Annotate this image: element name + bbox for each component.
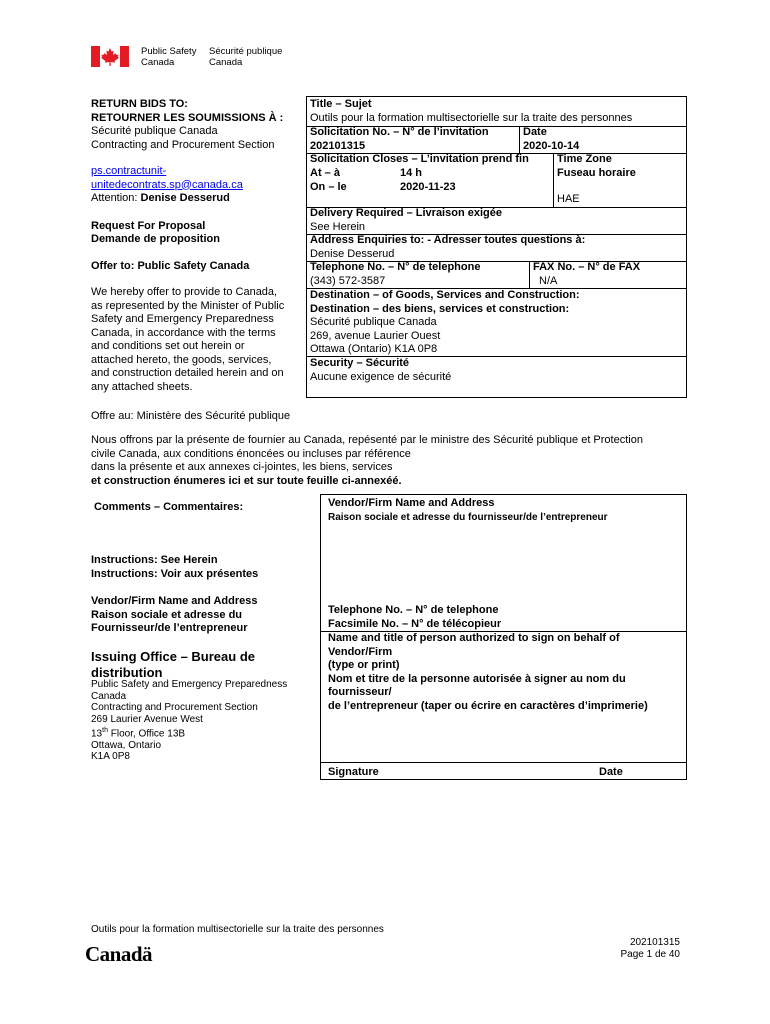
authorized-person-field: Name and title of person authorized to sign on behalf of Vendor/Firm (type or print) Nom et titre de la personne autorisée à signer au nom du fournisseur/ de l’entrepreneur (taper ou écrire en caractères d’imprimerie)	[328, 632, 648, 712]
address-enquiries-field: Address Enquiries to: - Adresser toutes questions à: Denise Desserud	[310, 234, 586, 260]
timezone-value: HAE	[557, 193, 580, 205]
dept-name-en: Public Safety Canada	[141, 46, 197, 68]
return-bids-block: RETURN BIDS TO: RETOURNER LES SOUMISSIONS À : Sécurité publique Canada Contracting and Procurement Section ps.contractunit- unitedecontrats.sp@canada.ca Attention: Denise Desserud Request For Proposal Demande de proposition Offer to: Public Safety Canada We hereby offer to provide to Canada, as represented by the Minister of Public Safety and Emergency Preparedness Canada, in accordance with the terms and conditions set out herein or attached hereto, the goods, services, and construction detailed herein and on any attached sheets.	[91, 98, 296, 394]
closes-field: Solicitation Closes – L’invitation prend fin	[310, 153, 529, 165]
footer-title: Outils pour la formation multisectorielle sur la traite des personnes	[91, 924, 384, 935]
comments-label: Comments – Commentaires:	[94, 501, 244, 513]
title-field: Title – Sujet Outils pour la formation multisectorielle sur la traite des personnes	[310, 98, 633, 124]
signature-label: Signature	[328, 766, 379, 778]
canada-wordmark: Canadä	[85, 942, 153, 966]
closes-at: At – à	[310, 167, 340, 179]
vendor-left-label: Vendor/Firm Name and Address Raison sociale et adresse du Fournisseur/de l’entrepreneur	[91, 595, 258, 634]
nous-offrons-text: Nous offrons par la présente de fournier au Canada, repésenté par le ministre des Sécurité publique et Protection civile Canada, aux conditions énoncées ou incluses par référence dans la présente et aux annexes ci-jointes, les biens, services et construction énumeres ici et sur toute feuille ci-annexéé.	[91, 434, 643, 487]
timezone-field: Time Zone Fuseau horaire	[557, 153, 636, 179]
vendor-phone-fax: Telephone No. – N° de telephone Facsimile No. – N° de télécopieur	[328, 604, 502, 630]
date-field: Date 2020-10-14	[523, 126, 580, 152]
closes-on-value: 2020-11-23	[400, 181, 456, 193]
vendor-name-field: Vendor/Firm Name and Address Raison sociale et adresse du fournisseur/de l’entrepreneur	[328, 497, 608, 523]
solicitation-field: Solicitation No. – N° de l’invitation 202101315	[310, 126, 489, 152]
delivery-field: Delivery Required – Livraison exigée See Herein	[310, 207, 502, 233]
offer-to: Offer to: Public Safety Canada	[91, 259, 250, 272]
footer-page-info: 202101315 Page 1 de 40	[620, 937, 680, 960]
fax-field: FAX No. – N° de FAX N/A	[533, 261, 641, 287]
telephone-field: Telephone No. – N° de telephone (343) 572-3587	[310, 261, 481, 287]
closes-at-value: 14 h	[400, 167, 423, 179]
closes-on: On – le	[310, 181, 347, 193]
offre-au: Offre au: Ministère des Sécurité publique	[91, 410, 291, 422]
security-field: Security – Sécurité Aucune exigence de sécurité	[310, 357, 452, 383]
rfp-title: Request For Proposal	[91, 219, 206, 232]
email-link[interactable]: ps.contractunit- unitedecontrats.sp@canada.ca	[91, 165, 243, 191]
offer-text: We hereby offer to provide to Canada, as represented by the Minister of Public Safety and Emergency Preparedness Canada, in accordance with the terms and conditions set out herein or attached hereto, the goods, services, and construction detailed herein and on any attached sheets.	[91, 286, 285, 393]
instructions: Instructions: See Herein Instructions: Voir aux présentes	[91, 554, 259, 580]
issuing-office-title: Issuing Office – Bureau de distribution	[91, 649, 255, 680]
date-label: Date	[599, 766, 623, 778]
dept-name-fr: Sécurité publique Canada	[209, 46, 283, 68]
destination-field: Destination – of Goods, Services and Construction: Destination – des biens, services et construction: Sécurité publique Canada 269, avenue Laurier Ouest Ottawa (Ontario) K1A 0P8	[310, 289, 580, 355]
issuing-office-address: Public Safety and Emergency Preparedness Canada Contracting and Procurement Section 269 Laurier Avenue West 13th Floor, Office 13B Ottawa, Ontario K1A 0P8	[91, 679, 288, 763]
canada-flag-icon	[91, 46, 129, 67]
